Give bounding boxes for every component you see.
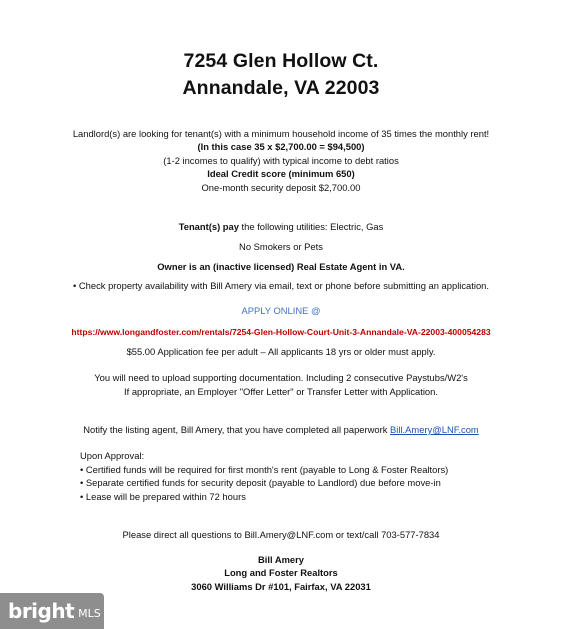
approval-heading: Upon Approval: [80,450,145,461]
contact-line: Please direct all questions to Bill.Amery@LNF.com or text/call 703-577-7834 [122,529,440,540]
utilities-text: the following utilities: Electric, Gas [238,221,384,232]
utilities-line [0,221,562,233]
application-fee: $55.00 Application fee per adult – All applicants 18 yrs or older must apply. [126,346,436,357]
utilities-prefix: Tenant(s) pay [178,221,239,232]
apply-online-heading: APPLY ONLINE @ [241,305,321,316]
incomes-note: (1-2 incomes to qualify) with typical income to debt ratios [163,155,399,166]
agent-company: Long and Foster Realtors [224,567,338,578]
application-url[interactable]: https://www.longandfoster.com/rentals/7254-Glen-Hollow-Court-Unit-3-Annandale-VA-22003-400054283 [71,327,491,337]
address-line-2: Annandale, VA 22003 [182,77,380,99]
documents-line-1: You will need to upload supporting documentation. Including 2 consecutive Paystubs/W2's [94,372,468,383]
approval-item: • Lease will be prepared within 72 hours [80,490,246,502]
mls-label: MLS [78,606,101,620]
no-smokers-note: No Smokers or Pets [239,241,323,252]
agent-email-link[interactable]: Bill.Amery@LNF.com [390,424,479,435]
notify-text: Notify the listing agent, Bill Amery, that you have completed all paperwork [83,424,391,435]
income-example: (In this case 35 x $2,700.00 = $94,500) [197,141,365,152]
agent-address: 3060 Williams Dr #101, Fairfax, VA 22031 [191,581,371,592]
security-deposit: One-month security deposit $2,700.00 [201,182,361,193]
documents-line-2: If appropriate, an Employer "Offer Letter" or Transfer Letter with Application. [124,386,438,397]
address-line-1: 7254 Glen Hollow Ct. [183,50,379,72]
owner-note: Owner is an (inactive licensed) Real Estate Agent in VA. [157,261,405,272]
approval-section [80,449,448,503]
approval-item: • Separate certified funds for security deposit (payable to Landlord) due before move-in [80,477,441,488]
credit-score: Ideal Credit score (minimum 650) [207,168,355,179]
approval-item: • Certified funds will be required for first month's rent (payable to Long & Foster Realtors) [80,463,449,475]
income-requirement: Landlord(s) are looking for tenant(s) with a minimum household income of 35 times the monthly rent! [72,128,490,139]
availability-note: • Check property availability with Bill Amery via email, text or phone before submitting an application. [73,280,489,291]
bright-mls-watermark [0,593,104,629]
notify-agent-line [0,424,562,436]
bright-logo: bright [8,599,75,623]
agent-name: Bill Amery [257,554,305,565]
